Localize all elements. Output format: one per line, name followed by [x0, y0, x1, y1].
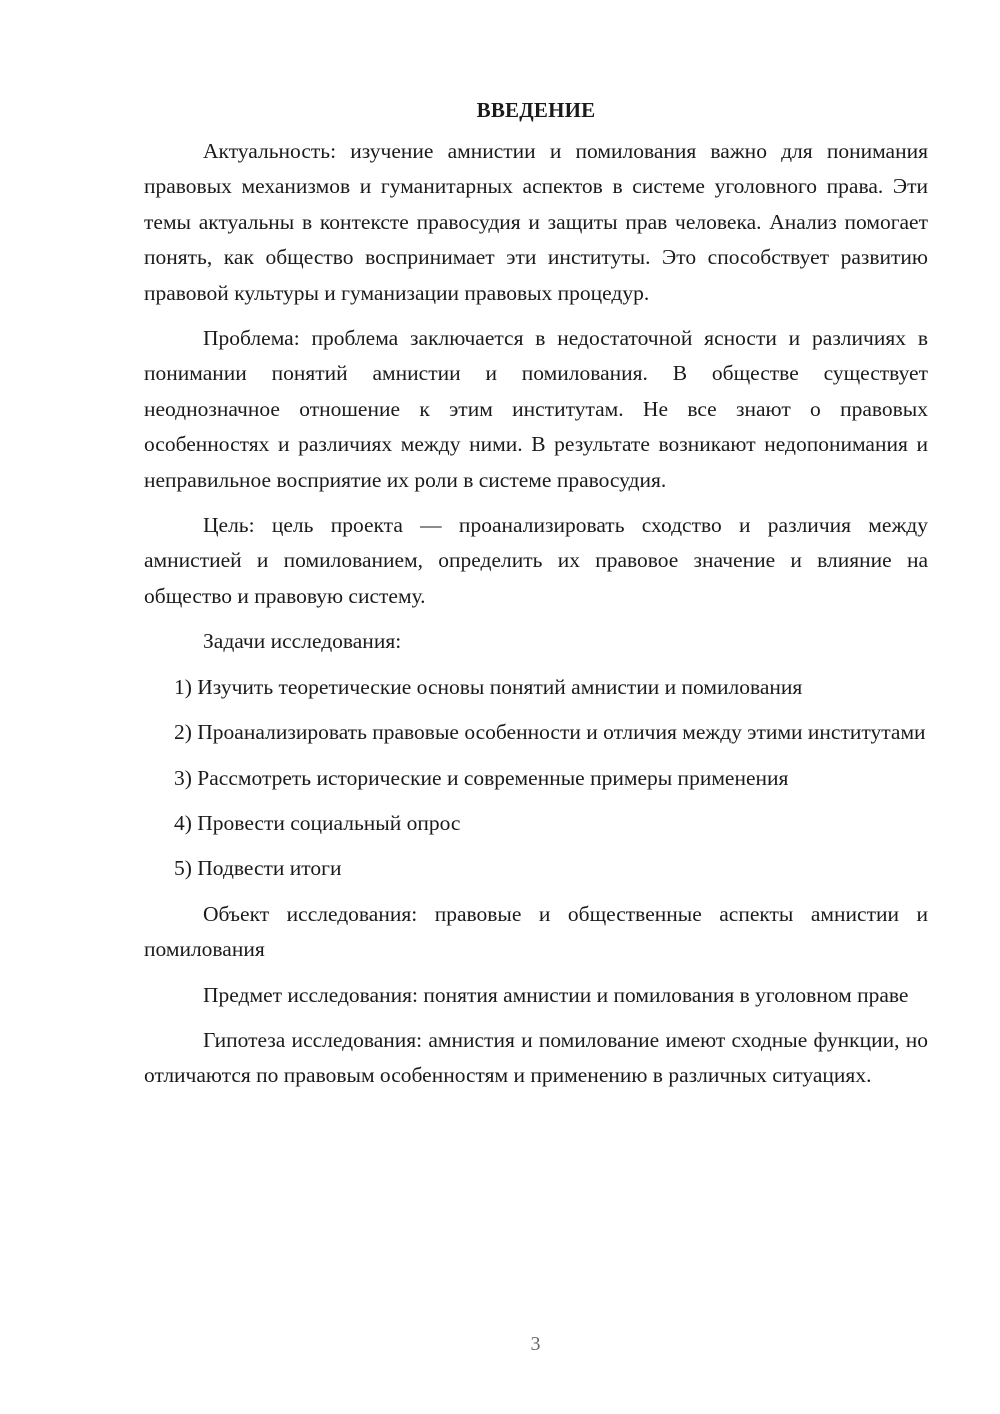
- page-number: 3: [530, 1333, 541, 1355]
- task-item-3: 3) Рассмотреть исторические и современные примеры применения: [174, 765, 789, 790]
- task-item-5: 5) Подвести итоги: [174, 856, 342, 881]
- paragraph-object: Объект исследования: правовые и общественные аспекты амнистии и помилования: [144, 901, 928, 962]
- document-page: [144, 92, 928, 1094]
- paragraph-tasks-heading: Задачи исследования:: [203, 629, 402, 654]
- task-item-2: 2) Проанализировать правовые особенности и отличия между этими институтами: [174, 720, 926, 745]
- paragraph-relevance: Актуальность: изучение амнистии и помилования важно для понимания правовых механизмов и гуманитарных аспектов в системе уголовного права. Эти темы актуальны в контексте правосудия и защиты прав человека. Анализ помогает понять, как общество воспринимает эти институты. Это способствует развитию правовой культуры и гуманизации правовых процедур.: [144, 139, 928, 305]
- paragraph-problem: Проблема: проблема заключается в недостаточной ясности и различиях в понимании понятий амнистии и помилования. В обществе существует неоднозначное отношение к этим институтам. Не все знают о правовых особенностях и различиях между ними. В результате возникают недопонимания и неправильное восприятие их роли в системе правосудия.: [144, 326, 928, 492]
- paragraph-hypothesis: Гипотеза исследования: амнистия и помилование имеют сходные функции, но отличаются по правовым особенностям и применению в различных ситуациях.: [144, 1027, 928, 1088]
- paragraph-goal: Цель: цель проекта — проанализировать сходство и различия между амнистией и помилованием, определить их правовое значение и влияние на общество и правовую систему.: [144, 513, 928, 608]
- task-item-1: 1) Изучить теоретические основы понятий амнистии и помилования: [174, 674, 803, 699]
- section-title: ВВЕДЕНИЕ: [476, 98, 596, 122]
- paragraph-subject: Предмет исследования: понятия амнистии и помилования в уголовном праве: [203, 982, 909, 1007]
- task-item-4: 4) Провести социальный опрос: [174, 810, 461, 835]
